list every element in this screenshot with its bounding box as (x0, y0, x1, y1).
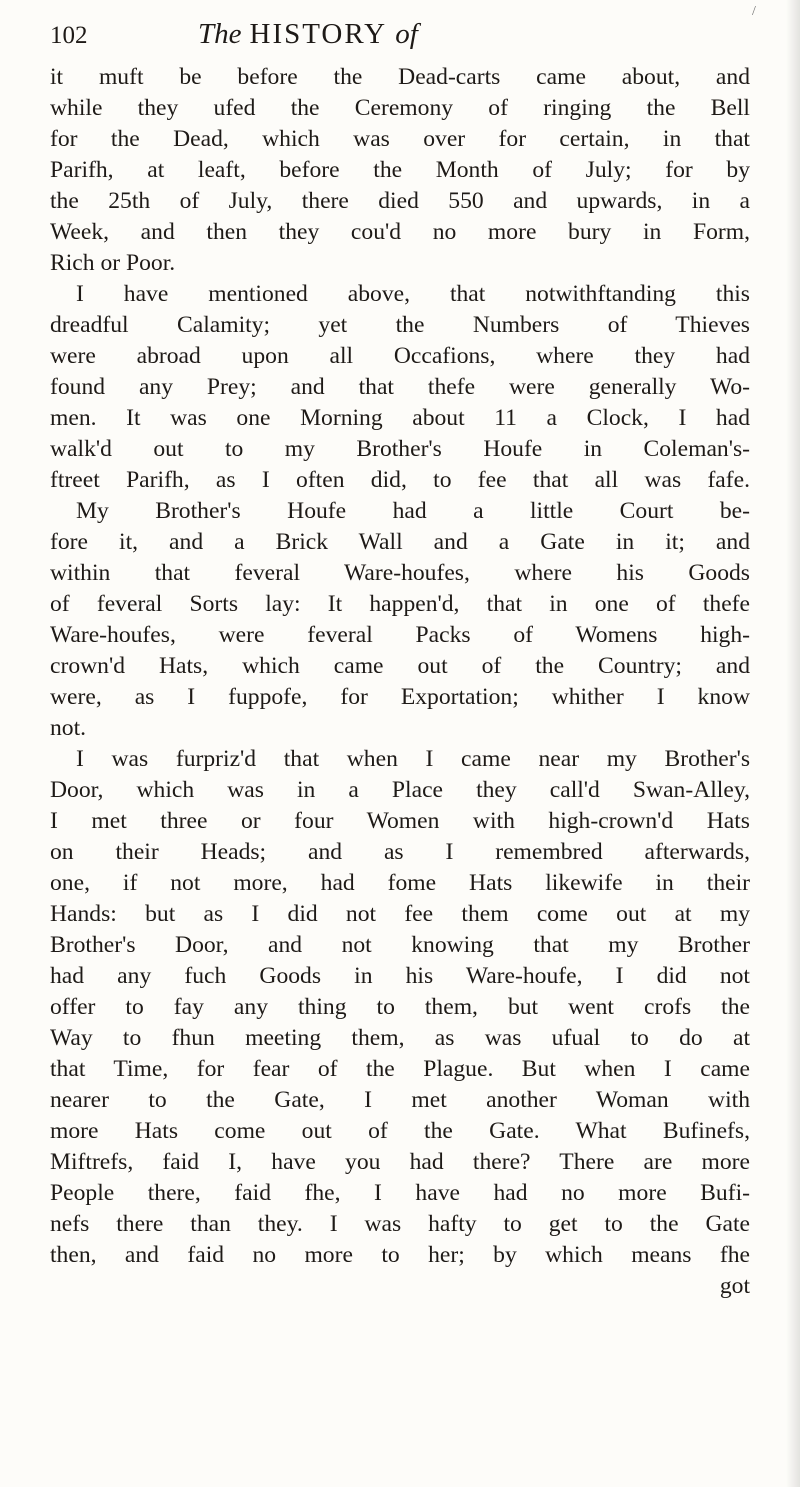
text-line: dreadful Calamity; yet the Numbers of Thieves (50, 312, 750, 338)
text-line: I have mentioned above, that notwithftanding this (76, 281, 750, 307)
body-text (50, 62, 750, 1302)
running-title-prefix: The (198, 18, 242, 50)
text-line: fore it, and a Brick Wall and a Gate in it; and (50, 529, 750, 555)
text-line: walk'd out to my Brother's Houfe in Coleman's- (50, 436, 750, 462)
text-line: People there, faid fhe, I have had no more Bufi- (50, 1180, 750, 1206)
text-line: Miftrefs, faid I, have you had there? There are more (50, 1149, 750, 1175)
text-line: I met three or four Women with high-crown'd Hats (50, 808, 750, 834)
text-line: offer to fay any thing to them, but went crofs the (50, 994, 750, 1020)
text-line: Week, and then they cou'd no more bury in Form, (50, 219, 750, 245)
page-edge-shadow (786, 0, 800, 1487)
page-number: 102 (50, 22, 88, 49)
text-line: not. (50, 715, 87, 741)
text-line: Way to fhun meeting them, as was ufual to do at (50, 1025, 750, 1051)
corner-mark: / (752, 4, 756, 19)
text-line: then, and faid no more to her; by which means fhe (50, 1242, 750, 1268)
text-line: I was furpriz'd that when I came near my Brother's (76, 746, 750, 772)
running-header (50, 18, 750, 58)
text-line: were abroad upon all Occafions, where they had (50, 343, 750, 369)
text-line: Rich or Poor. (50, 250, 176, 276)
text-line: that Time, for fear of the Plague. But when I came (50, 1056, 750, 1082)
catchword: got (719, 1273, 750, 1299)
text-line: nefs there than they. I was hafty to get to the Gate (50, 1211, 750, 1237)
text-line: My Brother's Houfe had a little Court be- (76, 498, 750, 524)
text-line: for the Dead, which was over for certain, in that (50, 126, 750, 152)
text-line: one, if not more, had fome Hats likewife in their (50, 870, 750, 896)
text-line: the 25th of July, there died 550 and upwards, in a (50, 188, 750, 214)
text-line: men. It was one Morning about 11 a Clock, I had (50, 405, 750, 431)
running-title (198, 18, 418, 51)
text-line: while they ufed the Ceremony of ringing the Bell (50, 95, 750, 121)
text-line: found any Prey; and that thefe were generally Wo- (50, 374, 750, 400)
text-line: Hands: but as I did not fee them come out at my (50, 901, 750, 927)
text-line: more Hats come out of the Gate. What Bufinefs, (50, 1118, 750, 1144)
text-line: had any fuch Goods in his Ware-houfe, I did not (50, 963, 750, 989)
text-line: ftreet Parifh, as I often did, to fee that all was fafe. (50, 467, 750, 493)
text-line: crown'd Hats, which came out of the Country; and (50, 653, 750, 679)
text-line: Brother's Door, and not knowing that my Brother (50, 932, 750, 958)
text-line: nearer to the Gate, I met another Woman with (50, 1087, 750, 1113)
text-line: on their Heads; and as I remembred afterwards, (50, 839, 750, 865)
text-line: Door, which was in a Place they call'd Swan-Alley, (50, 777, 750, 803)
text-line: Ware-houfes, were feveral Packs of Womens high- (50, 622, 750, 648)
text-line: within that feveral Ware-houfes, where his Goods (50, 560, 750, 586)
text-line: of feveral Sorts lay: It happen'd, that in one of thefe (50, 591, 750, 617)
running-title-suffix: of (395, 18, 418, 50)
text-line: were, as I fuppofe, for Exportation; whither I know (50, 684, 750, 710)
text-line: it muft be before the Dead-carts came about, and (50, 64, 750, 90)
text-line: Parifh, at leaft, before the Month of July; for by (50, 157, 750, 183)
running-title-main: HISTORY (249, 18, 386, 50)
